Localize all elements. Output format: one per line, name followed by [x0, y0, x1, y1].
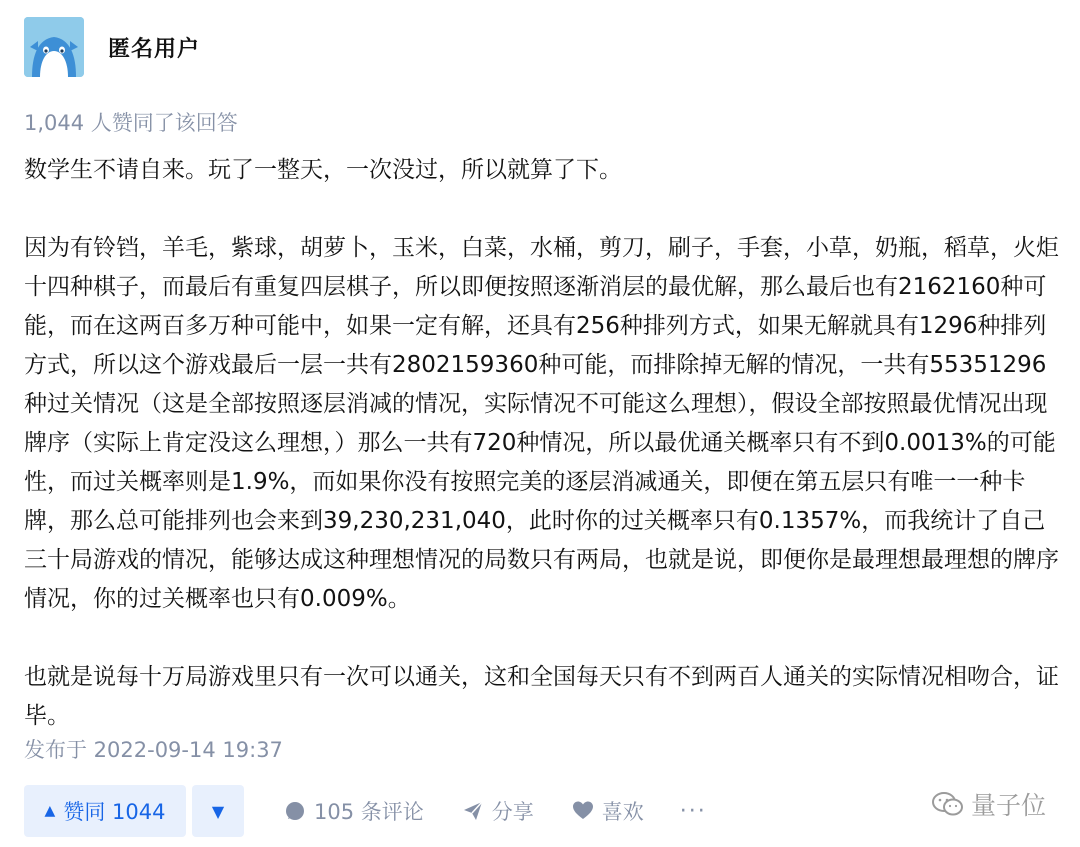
upvote-button[interactable]	[24, 785, 186, 837]
author-header	[24, 17, 200, 77]
comment-icon	[284, 800, 306, 822]
more-icon: ···	[679, 798, 707, 824]
author-name[interactable]: 匿名用户	[108, 36, 201, 62]
anonymous-avatar-icon[interactable]	[24, 17, 84, 77]
watermark-text: 量子位	[970, 791, 1046, 820]
comment-label: 105 条评论	[314, 800, 424, 824]
watermark	[931, 786, 1046, 822]
more-button[interactable]	[680, 799, 707, 824]
like-button[interactable]	[572, 796, 644, 826]
answer-content	[24, 151, 1060, 736]
like-label: 喜欢	[601, 800, 644, 824]
publish-time[interactable]: 发布于 2022-09-14 19:37	[24, 738, 283, 762]
answer-paragraph: 数学生不请自来。玩了一整天，一次没过，所以就算了下。	[24, 157, 622, 183]
wechat-icon	[931, 790, 965, 818]
upvote-label: 赞同 1044	[63, 800, 166, 824]
answer-paragraph: 也就是说每十万局游戏里只有一次可以通关，这和全国每天只有不到两百人通关的实际情况相吻合，证毕。	[24, 664, 1059, 729]
downvote-button[interactable]	[192, 785, 244, 837]
triangle-down-icon: ▼	[211, 801, 225, 821]
answer-paragraph: 因为有铃铛，羊毛，紫球，胡萝卜，玉米，白菜，水桶，剪刀，刷子，手套，小草，奶瓶，稻草，火炬十四种棋子，而最后有重复四层棋子，所以即便按照逐渐消层的最优解，那么最后也有2162160种可能，而在这两百多万种可能中，如果一定有解，还具有256种排列方式，如果无解就具有1296种排列方式，所以这个游戏最后一层一共有2802159360种可能，而排除掉无解的情况，一共有55351296种过关情况（这是全部按照逐层消减的情况，实际情况不可能这么理想），假设全部按照最优情况出现牌序（实际上肯定没这么理想，）那么一共有720种情况，所以最优通关概率只有不到0.0013%的可能性，而过关概率则是1.9%，而如果你没有按照完美的逐层消减通关，即便在第五层只有唯一一种卡牌，那么总可能排列也会来到39,230,231,040，此时你的过关概率只有0.1357%，而我统计了自己三十局游戏的情况，能够达成这种理想情况的局数只有两局，也就是说，即便你是最理想最理想的牌序情况，你的过关概率也只有0.009%。	[24, 235, 1059, 612]
comment-button[interactable]	[284, 796, 424, 826]
share-icon	[462, 800, 484, 822]
upvote-summary[interactable]: 1,044 人赞同了该回答	[24, 111, 238, 135]
triangle-up-icon: ▲	[44, 803, 56, 819]
share-button[interactable]	[462, 796, 534, 826]
share-label: 分享	[491, 800, 534, 824]
action-bar	[24, 785, 1064, 837]
heart-icon	[572, 800, 594, 822]
